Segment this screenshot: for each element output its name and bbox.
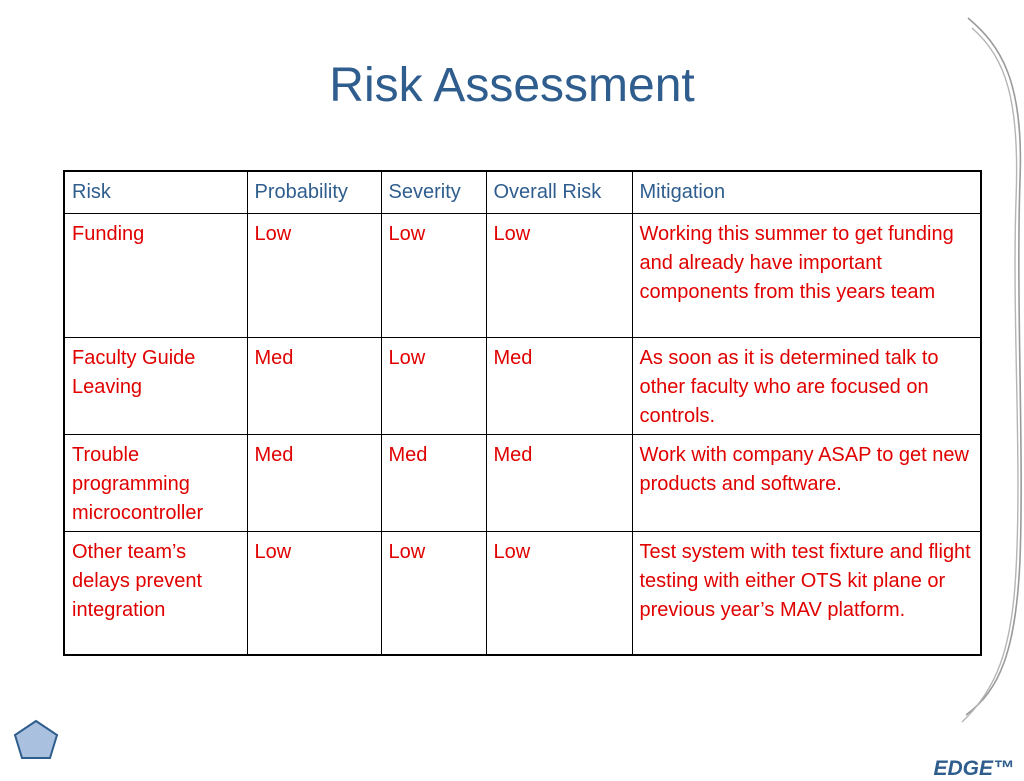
table-row [64,434,981,531]
table-row [64,337,981,434]
cell-severity: Low [381,213,486,337]
cell-risk: Faculty Guide Leaving [64,337,247,434]
header-probability: Probability [247,171,381,213]
edge-logo: EDGE™ [933,757,1014,780]
cell-probability: Med [247,337,381,434]
header-mitigation: Mitigation [632,171,981,213]
cell-mitigation: As soon as it is determined talk to other faculty who are focused on controls. [632,337,981,434]
cell-overall-risk: Low [486,213,632,337]
header-risk: Risk [64,171,247,213]
cell-probability: Med [247,434,381,531]
header-overall-risk: Overall Risk [486,171,632,213]
cell-severity: Low [381,337,486,434]
table-row [64,531,981,655]
cell-severity: Low [381,531,486,655]
cell-probability: Low [247,213,381,337]
pentagon-icon [15,721,57,758]
cell-overall-risk: Med [486,337,632,434]
cell-risk: Other team’s delays prevent integration [64,531,247,655]
table-header-row [64,171,981,213]
table-row [64,213,981,337]
cell-overall-risk: Low [486,531,632,655]
cell-risk: Funding [64,213,247,337]
risk-table [63,170,982,656]
cell-severity: Med [381,434,486,531]
header-severity: Severity [381,171,486,213]
cell-mitigation: Work with company ASAP to get new products and software. [632,434,981,531]
cell-overall-risk: Med [486,434,632,531]
cell-risk: Trouble programming microcontroller [64,434,247,531]
cell-mitigation: Working this summer to get funding and already have important components from this years team [632,213,981,337]
cell-probability: Low [247,531,381,655]
slide-title: Risk Assessment [329,59,695,112]
cell-mitigation: Test system with test fixture and flight testing with either OTS kit plane or previous year’s MAV platform. [632,531,981,655]
